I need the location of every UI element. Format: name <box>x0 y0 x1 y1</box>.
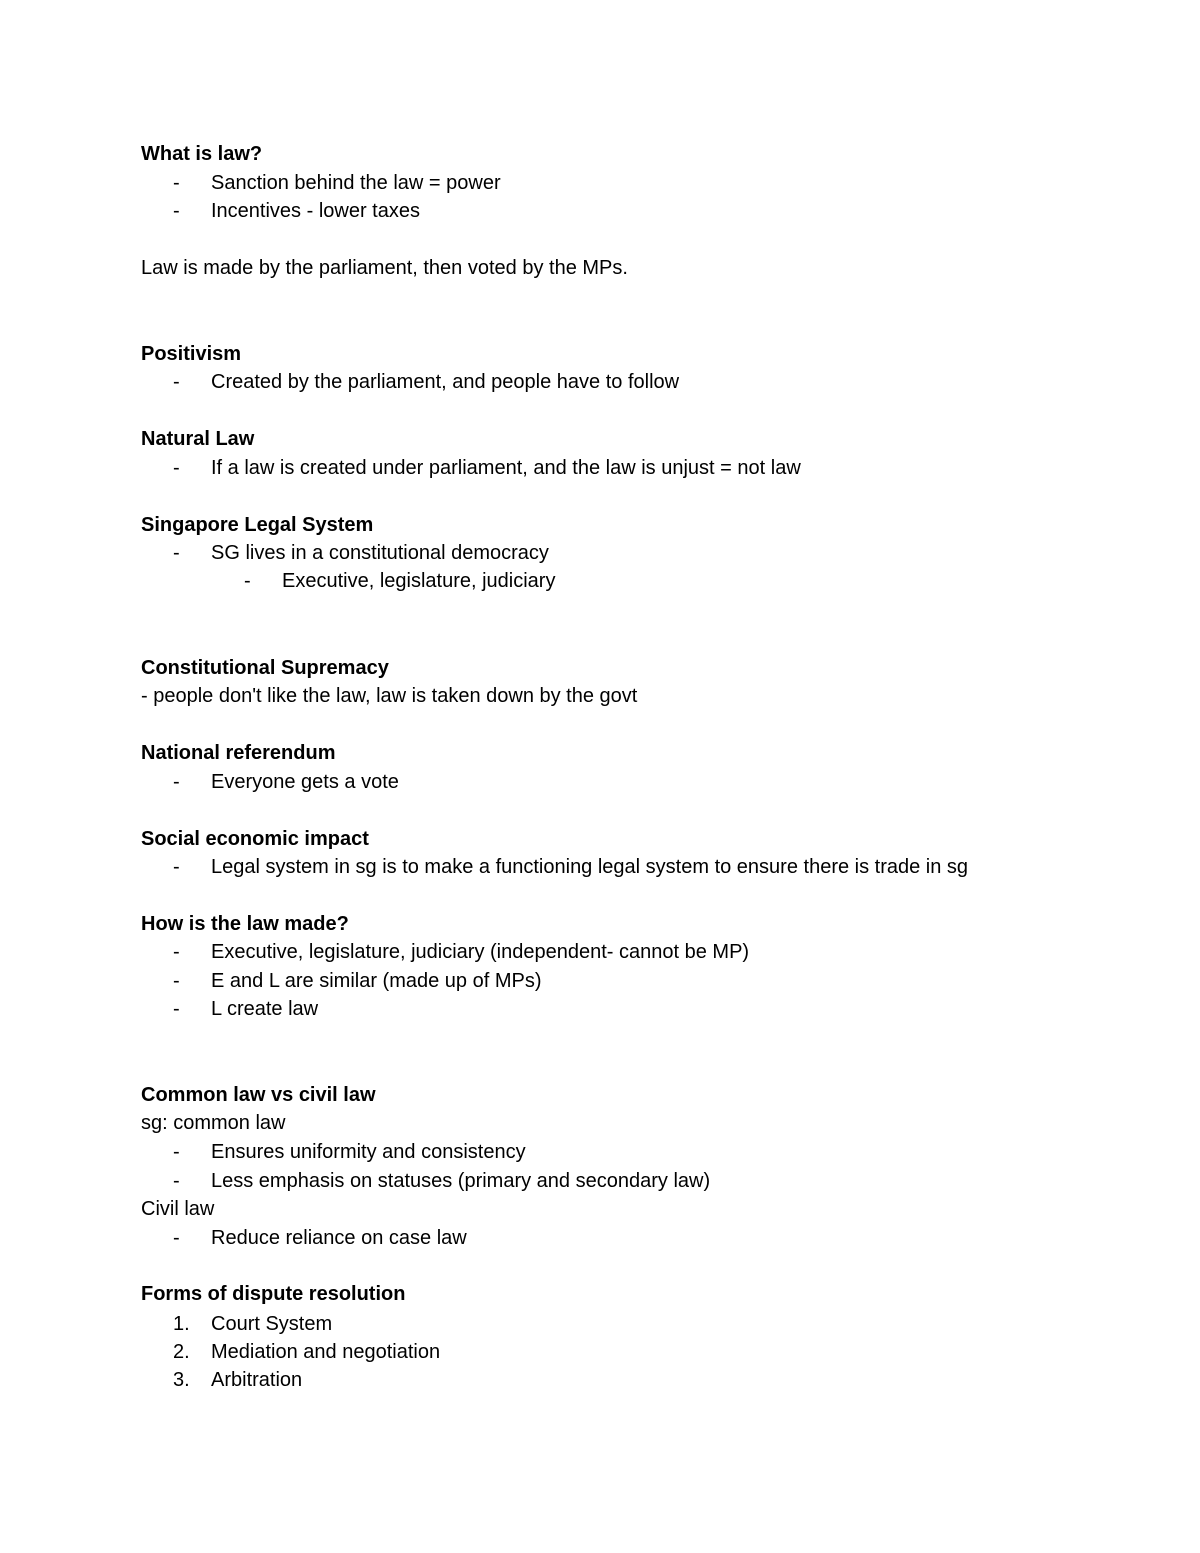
list-item: Less emphasis on statuses (primary and secondary law) <box>211 1170 711 1192</box>
list-item: E and L are similar (made up of MPs) <box>211 970 542 992</box>
paragraph: Civil law <box>141 1198 215 1220</box>
list-item: Court System <box>211 1313 333 1335</box>
paragraph: Law is made by the parliament, then voted by the MPs. <box>141 257 628 279</box>
list-item: Legal system in sg is to make a functioning legal system to ensure there is trade in sg <box>211 856 969 878</box>
list-item: If a law is created under parliament, and the law is unjust = not law <box>211 457 801 479</box>
list-item: Reduce reliance on case law <box>211 1227 467 1249</box>
list-item: Mediation and negotiation <box>211 1341 441 1363</box>
bullet-marker: - <box>173 200 180 222</box>
list-number: 1. <box>173 1313 190 1335</box>
list-number: 3. <box>173 1369 190 1391</box>
bullet-marker: - <box>244 570 251 592</box>
list-item: Ensures uniformity and consistency <box>211 1141 526 1163</box>
bullet-marker: - <box>173 457 180 479</box>
bullet-marker: - <box>173 998 180 1020</box>
heading-what-is-law: What is law? <box>141 143 263 165</box>
bullet-marker: - <box>173 542 180 564</box>
list-number: 2. <box>173 1341 190 1363</box>
bullet-marker: - <box>173 172 180 194</box>
list-item: Created by the parliament, and people have to follow <box>211 371 680 393</box>
list-item: Arbitration <box>211 1369 303 1391</box>
bullet-marker: - <box>173 970 180 992</box>
bullet-marker: - <box>173 856 180 878</box>
paragraph: sg: common law <box>141 1112 286 1134</box>
bullet-marker: - <box>173 1170 180 1192</box>
heading-social-economic-impact: Social economic impact <box>141 828 369 850</box>
list-item: Incentives - lower taxes <box>211 200 420 222</box>
heading-common-vs-civil: Common law vs civil law <box>141 1084 376 1106</box>
paragraph: - people don't like the law, law is taken down by the govt <box>141 685 638 707</box>
list-item: L create law <box>211 998 319 1020</box>
heading-positivism: Positivism <box>141 343 242 365</box>
heading-dispute-resolution: Forms of dispute resolution <box>141 1283 406 1305</box>
list-item: Everyone gets a vote <box>211 771 399 793</box>
heading-constitutional-supremacy: Constitutional Supremacy <box>141 657 389 679</box>
sub-list-item: Executive, legislature, judiciary <box>282 570 556 592</box>
bullet-marker: - <box>173 371 180 393</box>
heading-natural-law: Natural Law <box>141 428 255 450</box>
heading-how-law-made: How is the law made? <box>141 913 349 935</box>
list-item: Sanction behind the law = power <box>211 172 501 194</box>
bullet-marker: - <box>173 941 180 963</box>
bullet-marker: - <box>173 1227 180 1249</box>
bullet-marker: - <box>173 1141 180 1163</box>
list-item: SG lives in a constitutional democracy <box>211 542 549 564</box>
list-item: Executive, legislature, judiciary (independent- cannot be MP) <box>211 941 750 963</box>
heading-national-referendum: National referendum <box>141 742 336 764</box>
heading-singapore-legal-system: Singapore Legal System <box>141 514 374 536</box>
bullet-marker: - <box>173 771 180 793</box>
